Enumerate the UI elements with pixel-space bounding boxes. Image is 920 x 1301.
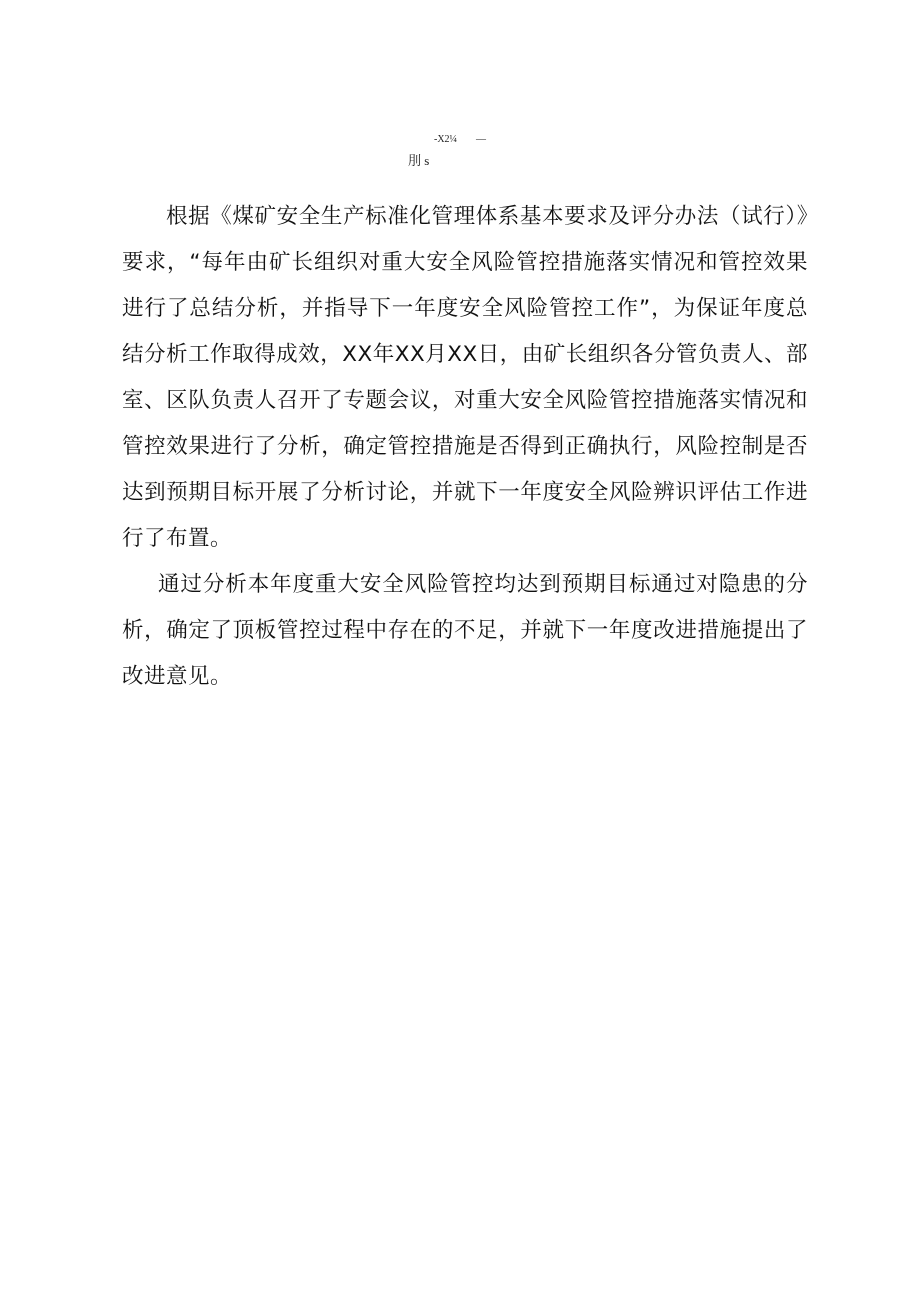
paragraph-1: 根据《煤矿安全生产标准化管理体系基本要求及评分办法（试行）》要求，“每年由矿长组织对重大安全风险管控措施落实情况和管控效果进行了总结分析，并指导下一年度安全风险管控工作”，为保证年度总结分析工作取得成效，XX年XX月XX日，由矿长组织各分管负责人、部室、区队负责人召开了专题会议，对重大安全风险管控措施落实情况和管控效果进行了分析，确定管控措施是否得到正确执行，风险控制是否达到预期目标开展了分析讨论，并就下一年度安全风险辨识评估工作进行了布置。 bbox=[122, 204, 808, 551]
paragraph-2: 通过分析本年度重大安全风险管控均达到预期目标通过对隐患的分析，确定了顶板管控过程中存在的不足，并就下一年度改进措施提出了改进意见。 bbox=[122, 572, 808, 689]
header-code: -X2¼ bbox=[434, 134, 458, 145]
header-dash: — bbox=[476, 134, 486, 145]
header-subtitle: 刖 s bbox=[408, 153, 430, 168]
document-body bbox=[122, 194, 808, 700]
